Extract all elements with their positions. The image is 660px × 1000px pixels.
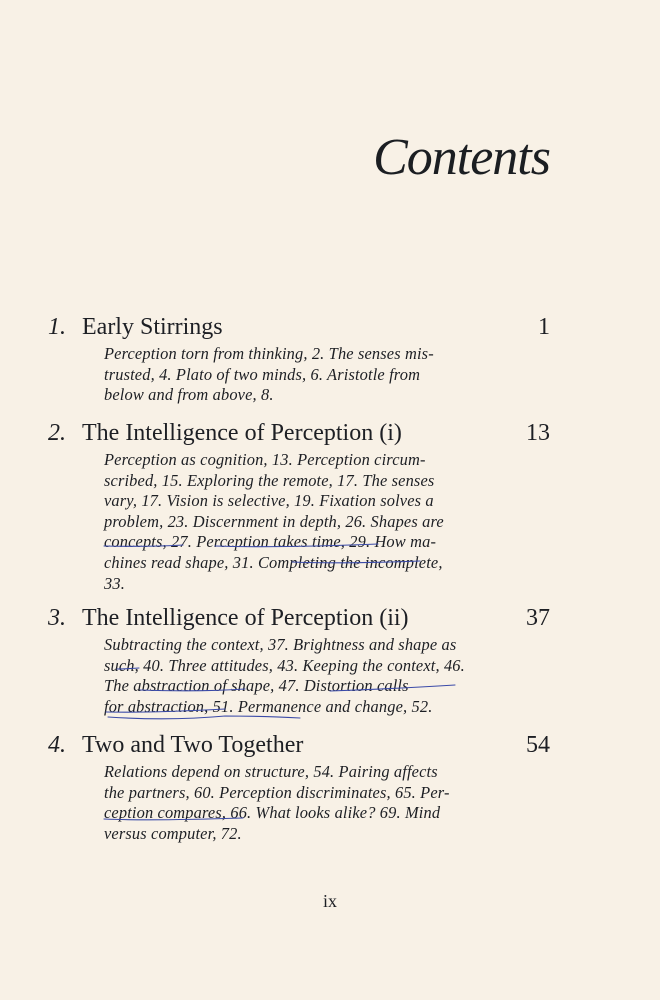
chapter-page-number: 1	[538, 314, 550, 340]
chapter-number: 4.	[48, 732, 66, 758]
chapter-number: 2.	[48, 420, 66, 446]
chapter-number: 3.	[48, 605, 66, 631]
chapter-entry-3	[0, 605, 660, 716]
chapter-entry-2	[0, 420, 660, 593]
page-folio: ix	[322, 891, 337, 911]
chapter-title: The Intelligence of Perception (i)	[82, 420, 402, 446]
subtopic-line: 33.	[104, 573, 125, 593]
chapter-heading	[0, 420, 660, 450]
subtopic-line: ception compares, 66. What looks alike? 69. Mind	[104, 803, 441, 823]
chapter-page-number: 13	[526, 420, 550, 446]
chapter-title: Two and Two Together	[82, 732, 304, 758]
chapter-title: The Intelligence of Perception (ii)	[82, 605, 409, 631]
chapter-page-number: 54	[526, 732, 550, 758]
chapter-subtopics	[104, 762, 496, 844]
subtopic-line: for abstraction, 51. Permanence and change, 52.	[104, 696, 433, 716]
chapter-page-number: 37	[526, 605, 550, 631]
subtopic-line: The abstraction of shape, 47. Distortion calls	[104, 676, 409, 696]
chapter-entry-4	[0, 732, 660, 843]
subtopic-line: trusted, 4. Plato of two minds, 6. Aristotle from	[104, 364, 421, 384]
subtopic-line: Perception as cognition, 13. Perception circum-	[104, 450, 426, 469]
chapter-subtopics	[104, 450, 496, 594]
chapter-heading	[0, 314, 660, 344]
chapter-number: 1.	[48, 314, 66, 340]
subtopic-line: such, 40. Three attitudes, 43. Keeping the context, 46.	[104, 655, 465, 675]
chapter-heading	[0, 605, 660, 635]
subtopic-line: versus computer, 72.	[104, 823, 242, 843]
chapter-subtopics	[104, 344, 496, 406]
chapter-title: Early Stirrings	[82, 314, 223, 340]
subtopic-line: the partners, 60. Perception discriminates, 65. Per-	[104, 782, 450, 802]
subtopic-line: Relations depend on structure, 54. Pairing affects	[104, 762, 438, 781]
page-title: Contents	[373, 129, 550, 186]
subtopic-line: Subtracting the context, 37. Brightness and shape as	[104, 635, 457, 654]
subtopic-line: problem, 23. Discernment in depth, 26. Shapes are	[104, 511, 444, 531]
subtopic-line: chines read shape, 31. Completing the incomplete,	[104, 552, 443, 572]
subtopic-line: below and from above, 8.	[104, 385, 274, 405]
chapter-entry-1	[0, 314, 660, 405]
subtopic-line: vary, 17. Vision is selective, 19. Fixation solves a	[104, 491, 434, 511]
chapter-subtopics	[104, 635, 496, 717]
subtopic-line: scribed, 15. Exploring the remote, 17. The senses	[104, 470, 435, 490]
subtopic-line: concepts, 27. Perception takes time, 29. How ma-	[104, 532, 437, 552]
chapter-heading	[0, 732, 660, 762]
subtopic-line: Perception torn from thinking, 2. The senses mis-	[104, 344, 434, 363]
